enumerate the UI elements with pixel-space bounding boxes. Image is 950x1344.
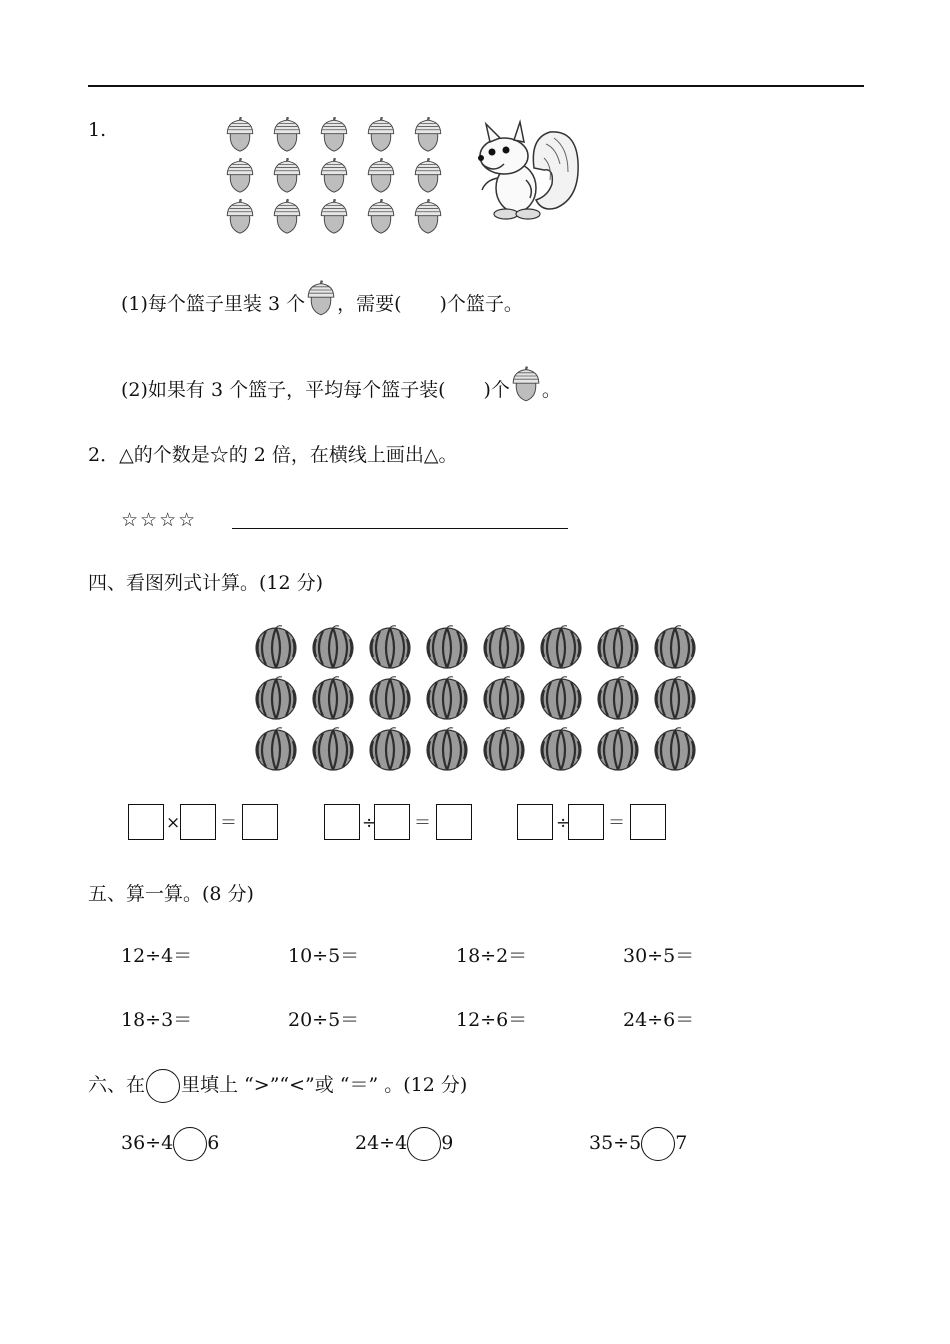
watermelon-icon — [539, 727, 583, 771]
watermelon-icon — [254, 727, 298, 771]
acorn-icon — [271, 158, 303, 193]
answer-box[interactable] — [180, 804, 216, 840]
acorn-icon — [365, 117, 397, 152]
compare-right: 7 — [675, 1132, 688, 1154]
compare-right: 6 — [207, 1132, 220, 1154]
circle-icon — [146, 1069, 180, 1103]
acorn-icon — [412, 117, 444, 152]
watermelon-icon — [311, 625, 355, 669]
compare-circle[interactable] — [173, 1127, 207, 1161]
answer-box[interactable] — [242, 804, 278, 840]
watermelon-icon — [368, 727, 412, 771]
watermelon-icon — [425, 727, 469, 771]
section4-title: 四、看图列式计算。(12 分) — [88, 572, 324, 594]
calc-problem: 20÷5＝ — [288, 1009, 360, 1031]
q1-sub2-after: 。 — [541, 379, 561, 401]
compare-left: 24÷4 — [355, 1132, 408, 1154]
compare-left: 35÷5 — [589, 1132, 642, 1154]
calc-problem: 30÷5＝ — [623, 945, 695, 967]
compare-right: 9 — [441, 1132, 454, 1154]
watermelon-icon — [653, 625, 697, 669]
watermelon-icon — [368, 676, 412, 720]
acorn-icon — [318, 199, 350, 234]
calc-problem: 18÷2＝ — [456, 945, 528, 967]
acorn-icon — [224, 199, 256, 234]
equals-sign: ＝ — [220, 813, 237, 833]
watermelon-icon — [368, 625, 412, 669]
section6-title-after: 里填上 “>”“<”或 “＝” 。(12 分) — [181, 1074, 468, 1096]
compare-item — [121, 1123, 219, 1163]
acorn-icon — [365, 199, 397, 234]
acorn-icon — [271, 199, 303, 234]
watermelon-icon — [539, 625, 583, 669]
q1-sub1-after: ，需要( )个篮子。 — [337, 293, 523, 315]
acorn-icon — [318, 117, 350, 152]
acorn-icon — [365, 158, 397, 193]
calc-problem: 24÷6＝ — [623, 1009, 695, 1031]
acorn-icon — [224, 158, 256, 193]
section5-title: 五、算一算。(8 分) — [88, 883, 254, 905]
top-rule — [88, 85, 864, 87]
compare-left: 36÷4 — [121, 1132, 174, 1154]
watermelon-icon — [482, 727, 526, 771]
q1-sub2-before: (2)如果有 3 个篮子，平均每个篮子装( )个 — [121, 379, 510, 401]
q2-answer-line[interactable] — [232, 528, 568, 529]
q1-number: 1. — [88, 119, 107, 141]
compare-item — [355, 1123, 453, 1163]
watermelon-icon — [254, 676, 298, 720]
calc-problem: 18÷3＝ — [121, 1009, 193, 1031]
acorn-icon — [412, 199, 444, 234]
watermelon-icon — [311, 676, 355, 720]
acorn-icon — [318, 158, 350, 193]
q1-sub1 — [121, 280, 523, 316]
acorn-grid — [224, 117, 444, 232]
acorn-icon — [271, 117, 303, 152]
answer-box[interactable] — [630, 804, 666, 840]
acorn-icon — [412, 158, 444, 193]
watermelon-grid — [254, 625, 700, 773]
times-sign: × — [166, 813, 181, 833]
equals-sign: ＝ — [414, 813, 431, 833]
compare-circle[interactable] — [407, 1127, 441, 1161]
watermelon-icon — [596, 676, 640, 720]
watermelon-icon — [596, 727, 640, 771]
watermelon-icon — [539, 676, 583, 720]
q2-stars: ☆☆☆☆ — [121, 509, 198, 531]
answer-box[interactable] — [324, 804, 360, 840]
acorn-icon — [510, 366, 542, 402]
compare-circle[interactable] — [641, 1127, 675, 1161]
answer-box[interactable] — [436, 804, 472, 840]
answer-box[interactable] — [517, 804, 553, 840]
q2-text: 2．△的个数是☆的 2 倍，在横线上画出△。 — [88, 444, 458, 466]
divide-sign: ÷ — [362, 813, 377, 833]
divide-sign: ÷ — [556, 813, 571, 833]
section6-title — [88, 1065, 467, 1105]
acorn-icon — [224, 117, 256, 152]
watermelon-icon — [254, 625, 298, 669]
q1-sub1-before: (1)每个篮子里装 3 个 — [121, 293, 306, 315]
section6-title-before: 六、在 — [88, 1074, 146, 1096]
watermelon-icon — [653, 676, 697, 720]
compare-item — [589, 1123, 687, 1163]
answer-box[interactable] — [568, 804, 604, 840]
calc-problem: 10÷5＝ — [288, 945, 360, 967]
answer-box[interactable] — [128, 804, 164, 840]
calc-problem: 12÷4＝ — [121, 945, 193, 967]
watermelon-icon — [653, 727, 697, 771]
q1-sub2 — [121, 366, 561, 402]
acorn-icon — [305, 280, 337, 316]
squirrel-image — [472, 118, 582, 224]
watermelon-icon — [596, 625, 640, 669]
watermelon-icon — [311, 727, 355, 771]
calc-problem: 12÷6＝ — [456, 1009, 528, 1031]
answer-box[interactable] — [374, 804, 410, 840]
equals-sign: ＝ — [608, 813, 625, 833]
watermelon-icon — [425, 625, 469, 669]
watermelon-icon — [482, 676, 526, 720]
watermelon-icon — [425, 676, 469, 720]
watermelon-icon — [482, 625, 526, 669]
